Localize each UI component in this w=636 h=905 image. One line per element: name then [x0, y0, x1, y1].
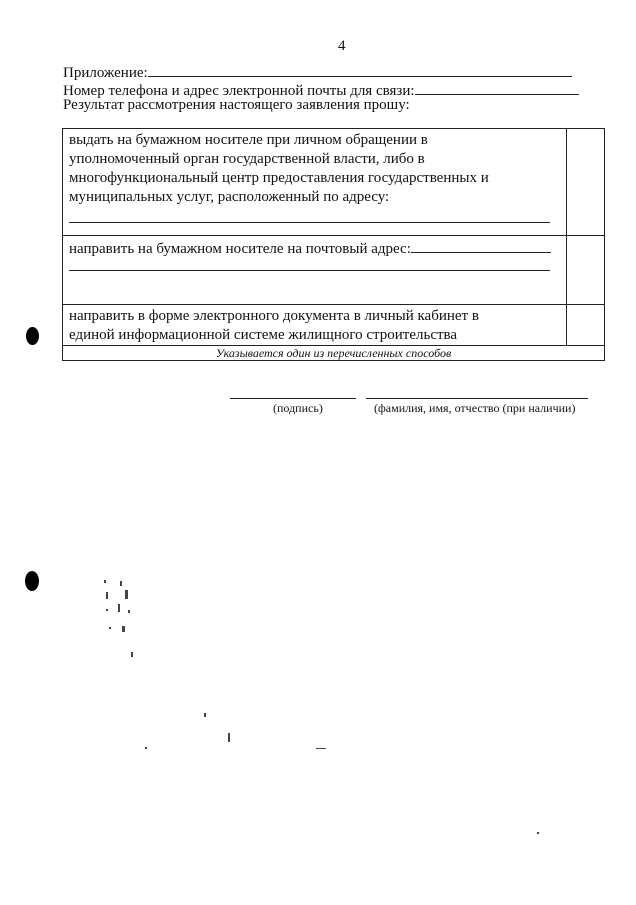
- name-field[interactable]: [366, 397, 588, 399]
- option-text-cell: [63, 236, 567, 305]
- result-label: Результат рассмотрения настоящего заявления прошу:: [63, 97, 410, 113]
- scan-speck: [120, 581, 122, 586]
- scan-speck: [122, 626, 125, 632]
- scan-speck: [204, 713, 206, 717]
- signature-caption: (подпись): [273, 401, 323, 415]
- page-number: 4: [338, 38, 346, 54]
- punch-hole-mark: [26, 327, 39, 345]
- scan-speck: [118, 604, 120, 612]
- scan-speck: [106, 609, 108, 611]
- option-text-cell: [63, 129, 567, 236]
- postal-address-field[interactable]: [411, 238, 551, 253]
- option-checkbox-in-person[interactable]: [567, 129, 605, 236]
- option-line-with-field: [69, 238, 560, 259]
- option-row-mail: [63, 236, 605, 305]
- signature-field[interactable]: [230, 397, 356, 399]
- scan-speck: [131, 652, 133, 657]
- scan-speck: [109, 627, 111, 629]
- punch-hole-mark: [25, 571, 39, 591]
- option-checkbox-mail[interactable]: [567, 236, 605, 305]
- option-line: направить на бумажном носителе на почтовый адрес:: [69, 241, 411, 257]
- option-row-in-person: [63, 129, 605, 236]
- scan-speck: [128, 610, 130, 613]
- name-caption: (фамилия, имя, отчество (при наличии): [374, 401, 576, 415]
- scan-speck: [104, 580, 106, 583]
- postal-address-field-2[interactable]: [69, 269, 550, 271]
- option-checkbox-electronic[interactable]: [567, 305, 605, 346]
- scan-speck: [125, 590, 128, 599]
- scan-speck: [228, 733, 230, 742]
- option-line: единой информационной системе жилищного строительства: [69, 327, 458, 343]
- option-line: уполномоченный орган государственной власти, либо в: [69, 151, 425, 167]
- contact-label: Номер телефона и адрес электронной почты для связи:: [63, 83, 415, 99]
- note-text: Указывается один из перечисленных способов: [63, 346, 605, 361]
- address-field[interactable]: [69, 221, 550, 223]
- scan-speck: [316, 748, 326, 749]
- option-row-electronic: [63, 305, 605, 346]
- appendix-row: [63, 62, 572, 82]
- option-line: направить в форме электронного документа в личный кабинет в: [69, 308, 479, 324]
- contact-field[interactable]: [415, 80, 579, 95]
- delivery-options-table: [62, 128, 605, 361]
- appendix-field[interactable]: [148, 62, 572, 77]
- scan-speck: [106, 592, 108, 599]
- option-line: выдать на бумажном носителе при личном обращении в: [69, 132, 428, 148]
- option-line: многофункциональный центр предоставления государственных и: [69, 170, 489, 186]
- scan-speck: [145, 747, 147, 749]
- appendix-label: Приложение:: [63, 65, 148, 81]
- option-line: муниципальных услуг, расположенный по адресу:: [69, 189, 390, 205]
- note-row: [63, 346, 605, 361]
- option-text-cell: [63, 305, 567, 346]
- scan-speck: [537, 832, 539, 834]
